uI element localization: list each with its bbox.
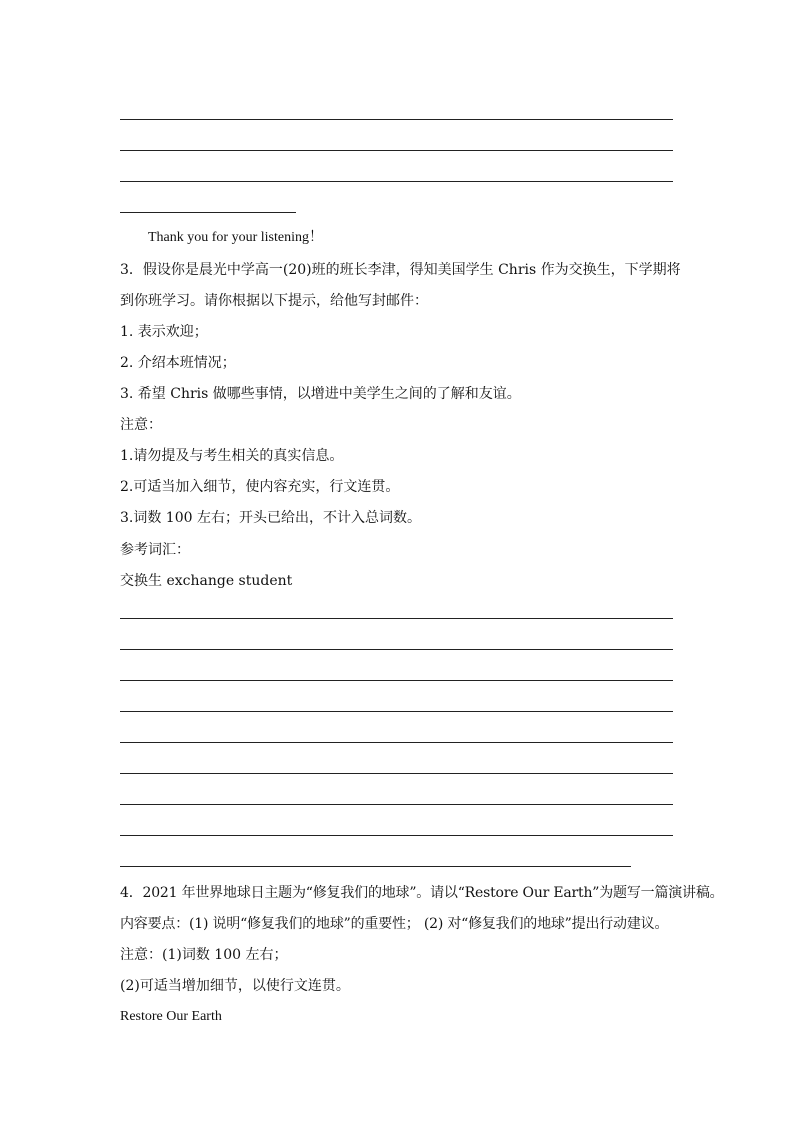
answer-line (120, 804, 673, 805)
q3-vocab-title: 参考词汇： (120, 542, 190, 558)
answer-line-short (120, 866, 631, 867)
answer-line (120, 773, 673, 774)
q4-prompt-line-2: 内容要点：(1) 说明“修复我们的地球”的重要性； (2) 对“修复我们的地球”提出行动建议。 (120, 916, 669, 932)
q3-note-3: 3.词数 100 左右；开头已给出，不计入总词数。 (120, 510, 421, 526)
answer-line (120, 150, 673, 151)
q4-note-1: 注意：(1)词数 100 左右； (120, 947, 288, 963)
q3-prompt-line-2: 到你班学习。请你根据以下提示，给他写封邮件： (120, 293, 428, 309)
answer-line-short (120, 212, 296, 213)
answer-line (120, 742, 673, 743)
answer-line (120, 680, 673, 681)
answer-line (120, 119, 673, 120)
q4-note-2: (2)可适当增加细节，以使行文连贯。 (120, 978, 350, 994)
answer-line (120, 649, 673, 650)
q3-item-1: 1. 表示欢迎； (120, 324, 208, 340)
q3-item-2: 2. 介绍本班情况； (120, 355, 236, 371)
q3-item-3: 3. 希望 Chris 做哪些事情，以增进中美学生之间的了解和友谊。 (120, 386, 521, 402)
q3-vocab-item: 交换生 exchange student (120, 573, 293, 589)
answer-line (120, 835, 673, 836)
q4-prompt-line-1: 4．2021 年世界地球日主题为“修复我们的地球”。请以“Restore Our Earth”为题写一篇演讲稿。 (120, 885, 724, 901)
q3-notes-title: 注意： (120, 417, 162, 433)
answer-line (120, 711, 673, 712)
q3-note-2: 2.可适当加入细节，使内容充实，行文连贯。 (120, 479, 400, 495)
q4-essay-title: Restore Our Earth (120, 1009, 222, 1024)
answer-line (120, 618, 673, 619)
answer-line (120, 181, 673, 182)
closing-text: Thank you for your listening！ (148, 230, 323, 245)
q3-prompt-line-1: 3．假设你是晨光中学高一(20)班的班长李津，得知美国学生 Chris 作为交换生，下学期将 (120, 262, 681, 278)
q3-note-1: 1.请勿提及与考生相关的真实信息。 (120, 448, 344, 464)
